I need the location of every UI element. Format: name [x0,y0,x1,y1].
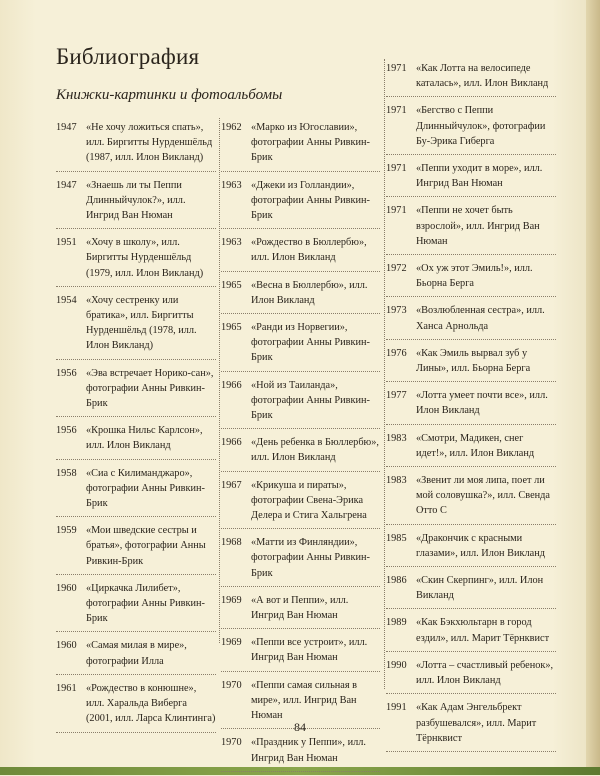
entry-year: 1986 [386,575,407,587]
entry-year: 1973 [386,305,407,317]
entry-year: 1963 [221,237,242,249]
entry-text: «Смотри, Мадикен, снег идет!», илл. Илон Викланд [416,432,535,459]
entry-year: 1969 [221,594,242,606]
entry-year: 1963 [221,179,242,191]
entry-text: «Рождество в конюшне», илл. Харальда Виберга (2001, илл. Ларса Клинтинга) [86,682,216,725]
entry-text: «Пеппи самая сильная в мире», илл. Ингрид Ван Нюман [251,679,358,722]
entry-text: «А вот и Пеппи», илл. Ингрид Ван Нюман [251,594,349,622]
entry-text: «Самая милая в мире», фотографии Илла [86,640,187,667]
entry-text: «Возлюбленная сестра», илл. Ханса Арнольда [416,305,545,332]
column-divider-2 [384,59,385,689]
bibliography-entry [221,318,380,372]
bibliography-entry [56,636,216,674]
bibliography-entry [386,159,556,197]
entry-year: 1965 [221,322,242,334]
entry-text: «Ранди из Норвегии», фотографии Анны Ривкин-Брик [251,322,370,364]
entry-text: «Хочу в школу», илл. Биргитты Нурденшёльд (1979, илл. Илон Викланд) [86,237,204,279]
bibliography-entry [56,118,216,172]
entry-year: 1960 [56,640,77,652]
page-spine-shadow [586,0,600,775]
entry-text: «Как Лотта на велосипеде каталась», илл. Илон Викланд [416,63,549,90]
bibliography-entry [386,201,556,255]
entry-text: «День ребенка в Бюллербю», илл. Илон Викланд [251,437,379,464]
bibliography-entry [221,233,380,271]
bibliography-entry [221,433,380,471]
entry-year: 1958 [56,467,77,479]
entry-year: 1990 [386,659,407,671]
entry-text: «Хочу сестренку или братика», илл. Биргитты Нурденшёльд (1978, илл. Илон Викланд) [86,294,197,352]
bibliography-column-1 [56,118,216,737]
bibliography-entry [221,176,380,230]
bibliography-entry [386,101,556,155]
bibliography-entry [221,733,380,771]
entry-year: 1983 [386,475,407,487]
bibliography-entry [386,386,556,424]
entry-text: «Как Бэкхюльтарн в город ездил», илл. Марит Тёрнквист [416,617,550,644]
entry-year: 1947 [56,122,77,133]
entry-year: 1961 [56,682,77,694]
entry-text: «Пеппи все устроит», илл. Ингрид Ван Нюман [251,637,368,664]
bibliography-entry [386,529,556,567]
bibliography-entry [386,471,556,525]
entry-text: «Матти из Финляндии», фотографии Анны Ривкин-Брик [251,537,370,579]
entry-year: 1972 [386,263,407,275]
bibliography-entry [386,613,556,651]
entry-text: «Дракончик с красными глазами», илл. Илон Викланд [416,532,545,559]
entry-text: «Эва встречает Норико-сан», фотографии Анны Ривкин-Брик [86,367,214,410]
entry-year: 1956 [56,367,77,379]
bibliography-entry [56,579,216,633]
entry-year: 1970 [221,679,242,691]
bibliography-entry [386,259,556,297]
bibliography-column-2 [221,118,380,776]
bibliography-entry [386,59,556,97]
entry-year: 1985 [386,532,407,544]
entry-year: 1960 [56,582,77,594]
bibliography-entry [386,571,556,609]
entry-year: 1968 [221,537,242,549]
entry-text: «Знаешь ли ты Пеппи Длинныйчулок?», илл. Ингрид Ван Нюман [86,179,186,222]
entry-text: «Праздник у Пеппи», илл. Ингрид Ван Нюман [251,737,366,764]
entry-year: 1971 [386,105,407,117]
entry-text: «Скин Скерпинг», илл. Илон Викланд [416,575,544,602]
entry-text: «Ох уж этот Эмиль!», илл. Бьорна Берга [416,263,533,290]
entry-text: «Как Адам Энгельбрект разбушевался», илл. Марит Тёрнквист [416,702,537,744]
entry-year: 1951 [56,237,77,249]
entry-text: «Как Эмиль вырвал зуб у Лины», илл. Бьорна Берга [416,347,531,375]
bibliography-entry [386,301,556,339]
bibliography-entry [386,656,556,694]
entry-text: «Крикуша и пираты», фотографии Свена-Эрика Делера и Стига Хальгрена [251,479,367,522]
entry-text: «Лотта – счастливый ребенок», илл. Илон Викланд [416,659,554,687]
entry-year: 1971 [386,163,407,175]
bibliography-entry [221,591,380,629]
bibliography-entry [221,533,380,587]
section-subtitle: Книжки-картинки и фотоальбомы [56,87,283,103]
bibliography-entry [56,521,216,575]
entry-year: 1971 [386,63,407,74]
entry-text: «Весна в Бюллербю», илл. Илон Викланд [251,279,368,306]
entry-text: «Ной из Таиланда», фотографии Анны Ривкин-Брик [251,379,370,422]
bibliography-entry [221,118,380,172]
entry-text: «Звенит ли моя липа, поет ли мой соловушка?», илл. Свенда Отто С [416,475,550,517]
bibliography-entry [221,476,380,530]
entry-year: 1962 [221,122,242,133]
entry-text: «Джеки из Голландии», фотографии Анны Ривкин-Брик [251,179,370,222]
entry-text: «Пеппи уходит в море», илл. Ингрид Ван Нюман [416,163,543,190]
entry-year: 1976 [386,347,407,359]
entry-year: 1959 [56,525,77,537]
entry-year: 1971 [386,205,407,217]
entry-year: 1947 [56,179,77,191]
entry-year: 1966 [221,379,242,391]
entry-year: 1965 [221,279,242,291]
bibliography-entry [56,464,216,518]
bibliography-entry [386,344,556,382]
entry-text: «Лотта умеет почти все», илл. Илон Викланд [416,390,548,417]
entry-text: «Пеппи не хочет быть взрослой», илл. Ингрид Ван Нюман [416,205,540,247]
bibliography-column-3 [386,59,556,756]
page-number: 84 [294,720,306,734]
entry-year: 1989 [386,617,407,629]
bibliography-entry [56,421,216,459]
bibliography-entry [56,364,216,418]
entry-year: 1966 [221,437,242,449]
bibliography-entry [56,176,216,230]
bibliography-entry [386,429,556,467]
entry-text: «Рождество в Бюллербю», илл. Илон Викланд [251,237,367,264]
entry-text: «Марко из Югославии», фотографии Анны Ривкин-Брик [251,122,370,164]
entry-text: «Мои шведские сестры и братья», фотографии Анны Ривкин-Брик [86,525,206,567]
entry-year: 1977 [386,390,407,402]
entry-year: 1967 [221,479,242,491]
bibliography-entry [221,276,380,314]
entry-year: 1954 [56,294,77,306]
entry-year: 1969 [221,637,242,649]
bibliography-entry [56,291,216,360]
entry-text: «Циркачка Лилибет», фотографии Анны Ривкин-Брик [86,582,205,625]
entry-year: 1991 [386,702,407,714]
bibliography-entry [221,376,380,430]
entry-text: «Бегство с Пеппи Длинныйчулок», фотографии Бу-Эрика Гиберга [416,105,546,147]
entry-year: 1983 [386,432,407,444]
entry-text: «Крошка Нильс Карлсон», илл. Илон Викланд [86,425,203,452]
entry-year: 1970 [221,737,242,749]
bibliography-entry [56,233,216,287]
entry-text: «Сиа с Килиманджаро», фотографии Анны Ривкин-Брик [86,467,205,510]
bibliography-entry [221,633,380,671]
entry-year: 1956 [56,425,77,437]
column-divider-1 [219,118,220,643]
entry-text: «Не хочу ложиться спать», илл. Биргитты Нурденшёльд (1987, илл. Илон Викланд) [86,122,213,164]
page-title: Библиография [56,44,200,69]
